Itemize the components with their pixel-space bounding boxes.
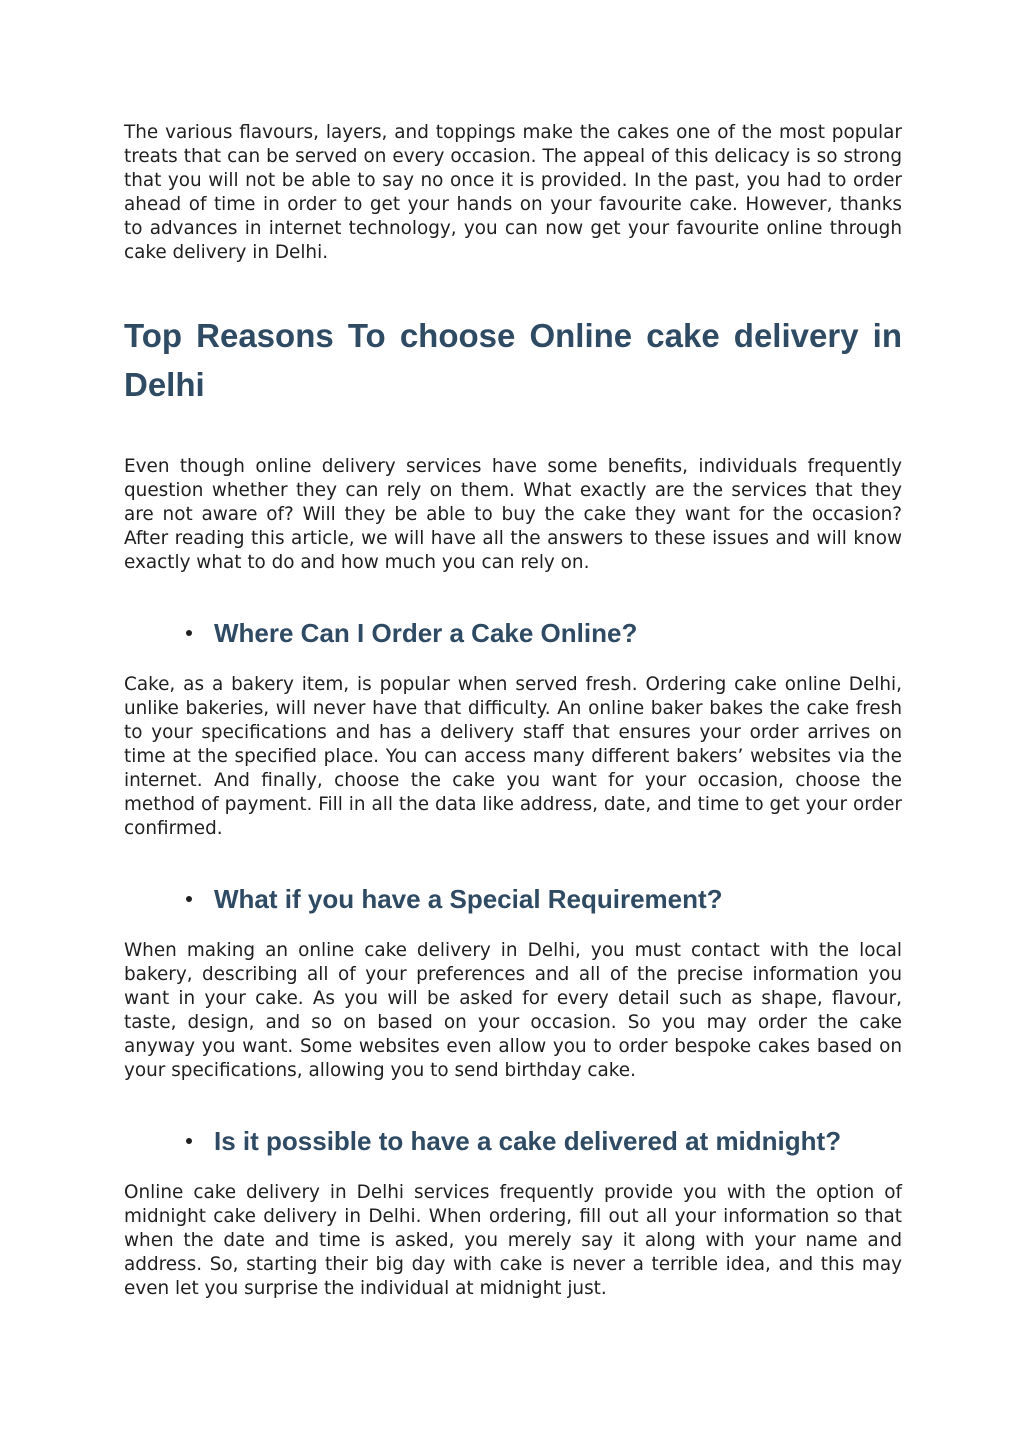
section-heading-where-order bbox=[124, 618, 902, 648]
intro-paragraph: The various flavours, layers, and toppings make the cakes one of the most popular treats that can be served on every occasion. The appeal of this delicacy is so strong that you will not be able to say no once it is provided. In the past, you had to order ahead of time in order to get your hands on your favourite cake. However, thanks to advances in internet technology, you can now get your favourite online through cake delivery in Delhi. bbox=[124, 122, 902, 263]
reliability-paragraph: Even though online delivery services have some benefits, individuals frequently question whether they can rely on them. What exactly are the services that they are not aware of? Will they be able to buy the cake they want for the occasion? After reading this article, we will have all the answers to these issues and will know exactly what to do and how much you can rely on. bbox=[124, 456, 902, 573]
main-heading: Top Reasons To choose Online cake delivery in Delhi bbox=[124, 317, 902, 403]
section-body-special-requirement: When making an online cake delivery in Delhi, you must contact with the local bakery, describing all of your preferences and all of the precise information you want in your cake. As you will be asked for every detail such as shape, flavour, taste, design, and so on based on your occasion. So you may order the cake anyway you want. Some websites even allow you to order bespoke cakes based on your specifications, allowing you to send birthday cake. bbox=[124, 940, 902, 1081]
section-body-where-order: Cake, as a bakery item, is popular when served fresh. Ordering cake online Delhi, unlike bakeries, will never have that difficulty. An online baker bakes the cake fresh to your specifications and has a delivery staff that ensures your order arrives on time at the specified place. You can access many different bakers’ websites via the internet. And finally, choose the cake you want for your occasion, choose the method of payment. Fill in all the data like address, date, and time to get your order confirmed. bbox=[124, 674, 902, 839]
document-page bbox=[124, 121, 902, 1301]
section-body-midnight-delivery: Online cake delivery in Delhi services frequently provide you with the option of midnight cake delivery in Delhi. When ordering, fill out all your information so that when the date and time is asked, you merely say it along with your name and address. So, starting their big day with cake is never a terrible idea, and this may even let you surprise the individual at midnight just. bbox=[124, 1182, 902, 1299]
section-heading-text: Where Can I Order a Cake Online? bbox=[214, 618, 638, 648]
section-heading-midnight-delivery bbox=[124, 1126, 902, 1156]
bullet-icon bbox=[186, 896, 192, 902]
section-heading-text: What if you have a Special Requirement? bbox=[214, 884, 723, 914]
bullet-icon bbox=[186, 1138, 192, 1144]
bullet-icon bbox=[186, 630, 192, 636]
section-heading-text: Is it possible to have a cake delivered at midnight? bbox=[214, 1126, 842, 1156]
section-heading-special-requirement bbox=[124, 884, 902, 914]
